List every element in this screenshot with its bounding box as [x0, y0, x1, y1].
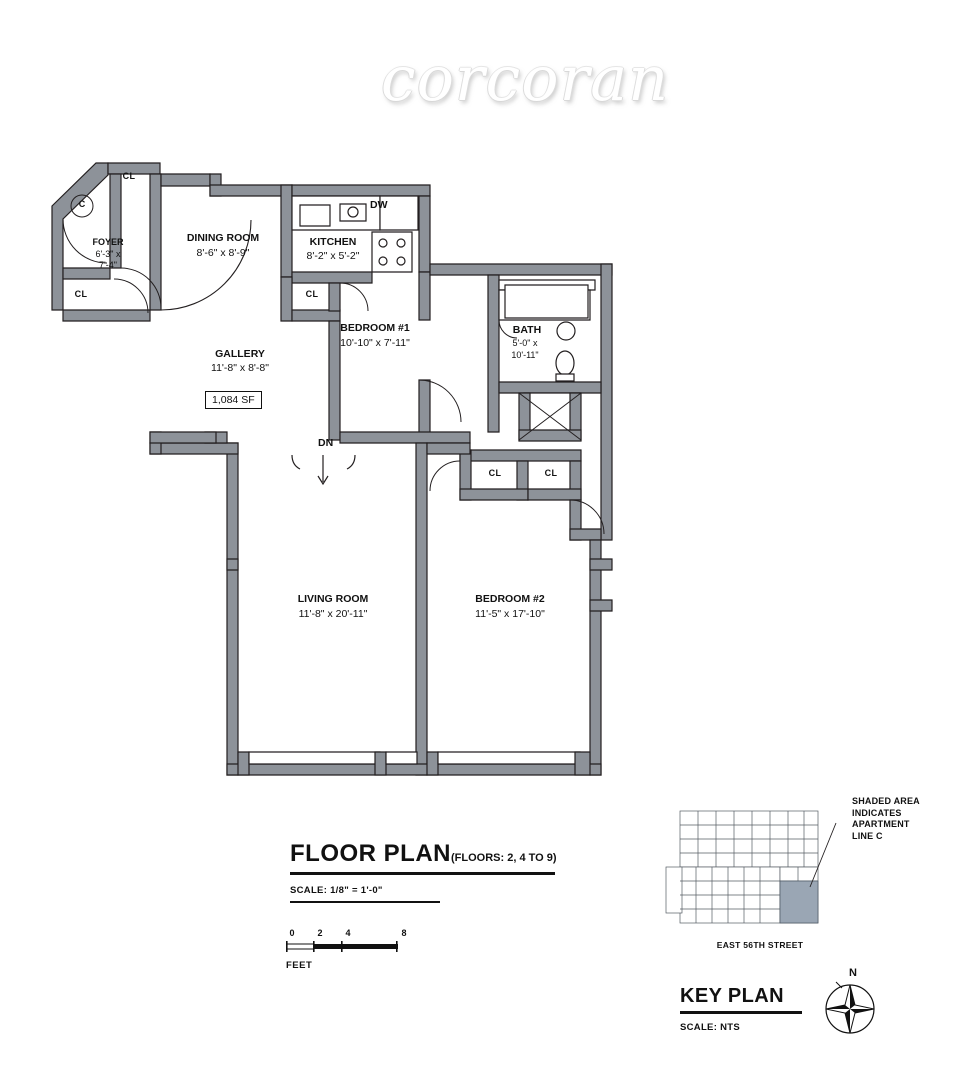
note-line: SHADED AREA — [852, 796, 920, 806]
room-name-living: LIVING ROOM — [297, 593, 369, 605]
scale-units: FEET — [286, 960, 313, 971]
closet-label: CL — [488, 468, 502, 478]
scale-bar-graphic — [286, 941, 426, 955]
key-plan-rule — [680, 1011, 802, 1014]
dishwasher-label: DW — [370, 199, 388, 211]
closet-label: CL — [74, 289, 88, 299]
room-dim-foyer-1: 6'-3" x — [95, 249, 121, 259]
stair-direction-label: DN — [318, 437, 334, 449]
room-name-bedroom-2: BEDROOM #2 — [475, 593, 545, 605]
room-name-bath: BATH — [512, 324, 542, 336]
note-line: INDICATES — [852, 807, 902, 818]
room-name-gallery: GALLERY — [215, 348, 265, 360]
closet-label: CL — [122, 171, 136, 181]
room-name-dining: DINING ROOM — [186, 232, 260, 244]
legend-floors-note: (FLOORS: 2, 4 TO 9) — [451, 852, 557, 864]
key-plan-note — [852, 796, 952, 842]
room-dim-bath-1: 5'-0" x — [512, 338, 538, 348]
note-line: APARTMENT — [852, 819, 910, 829]
key-plan-legend — [680, 985, 802, 1033]
room-dim-kitchen: 8'-2" x 5'-2" — [306, 250, 360, 262]
room-dim-bedroom-1: 10'-10" x 7'-11" — [340, 337, 410, 349]
floor-plan-legend — [286, 840, 557, 971]
key-plan-diagram — [660, 805, 840, 935]
room-dim-foyer-2: 7'-4" — [99, 260, 117, 270]
closet-label: CL — [544, 468, 558, 478]
room-dim-dining: 8'-6" x 8'-9" — [196, 247, 250, 259]
legend-title-row — [290, 840, 557, 868]
legend-rule-2 — [290, 901, 440, 903]
closet-label: CL — [305, 289, 319, 299]
line-marker-c: C — [78, 199, 86, 209]
room-dim-gallery: 11'-8" x 8'-8" — [211, 362, 269, 374]
scale-tick: 2 — [317, 928, 323, 938]
scale-tick: 8 — [401, 928, 407, 938]
room-name-kitchen: KITCHEN — [309, 236, 357, 248]
street-label: EAST 56TH STREET — [716, 940, 804, 950]
area-badge: 1,084 SF — [205, 391, 262, 409]
corcoran-watermark: corcoran — [380, 42, 670, 115]
legend-scale: SCALE: 1/8" = 1'-0" — [290, 885, 383, 896]
legend-rule — [290, 872, 555, 875]
compass-rose — [818, 962, 888, 1047]
key-plan-scale: SCALE: NTS — [680, 1021, 740, 1033]
room-dim-bedroom-2: 11'-5" x 17'-10" — [475, 608, 545, 620]
note-line: LINE C — [852, 830, 883, 841]
room-name-foyer: FOYER — [92, 237, 124, 247]
room-dim-bath-2: 10'-11" — [511, 350, 539, 360]
scale-tick: 0 — [289, 928, 295, 938]
svg-text:N: N — [849, 967, 857, 979]
room-name-bedroom-1: BEDROOM #1 — [340, 322, 410, 334]
legend-title: FLOOR PLAN — [290, 840, 451, 867]
key-plan-title: KEY PLAN — [680, 985, 784, 1007]
room-dim-living: 11'-8" x 20'-11" — [298, 608, 368, 620]
scale-tick: 4 — [345, 928, 351, 938]
